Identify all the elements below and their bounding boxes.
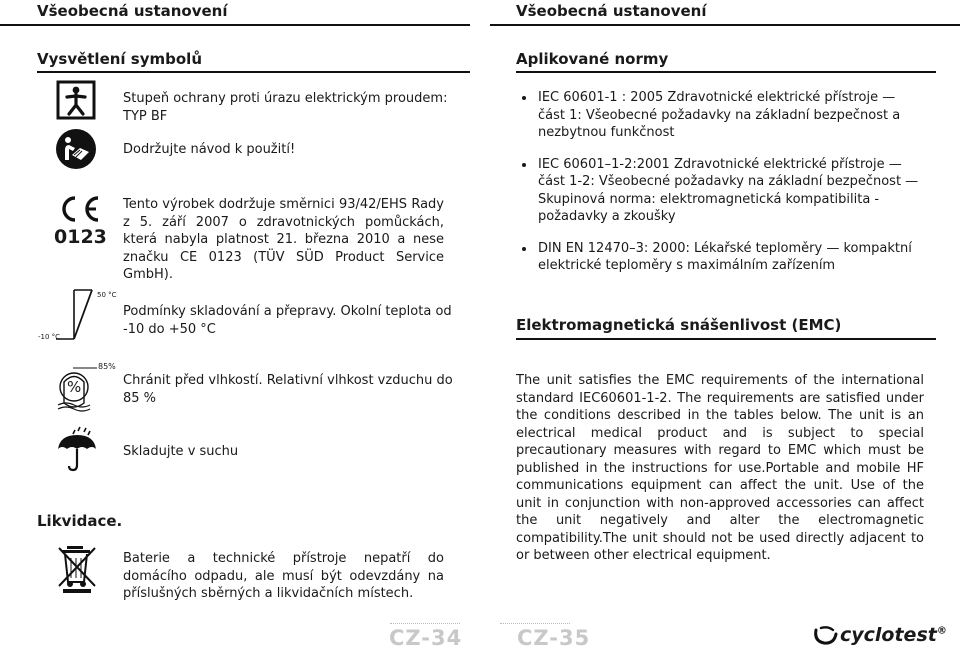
- norms-list: [516, 89, 926, 289]
- symbol-text-humidity: Chránit před vlhkostí. Relativní vlhkost vzduchu do 85 %: [123, 373, 453, 406]
- umbrella-icon: [56, 425, 98, 477]
- symbol-text-umbrella: Skladujte v suchu: [123, 444, 239, 459]
- norm-item: • IEC 60601-1 : 2005 Zdravotnické elektrické přístroje — část 1: Všeobecné požadavky na základní bezpečnost a nezbytnou funkčnost: [536, 89, 926, 142]
- brand-registered-mark: ®: [936, 625, 947, 637]
- page-number-left: CZ-34: [389, 626, 463, 650]
- brand-text: cyclotest: [840, 624, 937, 646]
- humidity-max-label: 85%: [98, 362, 116, 371]
- read-manual-icon: [55, 128, 97, 174]
- temp-low-label: -10 °C: [38, 333, 61, 341]
- symbol-text-bf: Stupeň ochrany proti úrazu elektrickým proudem: TYP BF: [123, 91, 448, 124]
- norm-item: • IEC 60601–1-2:2001 Zdravotnické elektrické přístroje — část 1-2: Všeobecné požadavky na základní bezpečnost — Skupinová norma: elektromagnetická kompatibilita - požadavky a zkoušky: [536, 156, 926, 226]
- brand-name: [840, 624, 947, 646]
- footer-rule-right: [500, 623, 570, 624]
- humidity-percent-symbol: %: [67, 378, 82, 396]
- ce-mark-icon: [56, 195, 102, 227]
- page-number-right: CZ-35: [517, 626, 591, 650]
- norm-item: • DIN EN 12470–3: 2000: Lékařské teploměry — kompaktní elektrické teploměry s maximálním zařízením: [536, 240, 926, 275]
- disposal-title: Likvidace.: [37, 512, 123, 530]
- ce-number: 0123: [54, 226, 107, 248]
- left-header-title: Všeobecná ustanovení: [37, 2, 228, 20]
- disposal-text: Baterie a technické přístroje nepatří do domácího odpadu, ale musí být odevzdány na příslušných sběrných a likvidačních místech.: [123, 551, 444, 601]
- emc-text: The unit satisfies the EMC requirements of the international standard IEC60601-1-2. The requirements are satisfied under the conditions described in the tables below. The unit is an electrical medical product and is subject to special precautionary measures with regard to EMC which must be published in the instructions for use.Portable and mobile HF communications equipment can affect the unit. Use of the unit in conjunction with non-approved accessories can affect the unit negatively and alter the electromagnetic compatibility.The unit should not be used directly adjacent to or between other electrical equipment.: [516, 373, 924, 563]
- footer-rule-left: [390, 623, 460, 624]
- symbol-text-ce: Tento výrobek dodržuje směrnici 93/42/EHS Rady z 5. září 2007 o zdravotnických pomůckách, která nabyla platnost 21. března 2010 a nese značku CE 0123 (TÜV SÜD Product Service GmbH).: [123, 197, 444, 282]
- left-header-rule: [0, 24, 470, 26]
- emc-title-rule: [516, 338, 936, 340]
- emc-title: Elektromagnetická snášenlivost (EMC): [516, 316, 842, 334]
- norms-title: Aplikované normy: [516, 50, 669, 68]
- right-header-title: Všeobecná ustanovení: [516, 2, 707, 20]
- cyclotest-logo-icon: [812, 624, 838, 650]
- weee-bin-icon: [55, 542, 99, 598]
- temp-high-label: 50 °C: [97, 291, 117, 299]
- right-header-rule: [490, 24, 960, 26]
- symbol-text-manual: Dodržujte návod k použití!: [123, 142, 296, 157]
- symbols-title: Vysvětlení symbolů: [37, 50, 202, 68]
- norms-title-rule: [516, 71, 936, 73]
- bf-patient-icon: [56, 80, 96, 124]
- symbol-text-temperature: Podmínky skladování a přepravy. Okolní teplota od -10 do +50 °C: [123, 304, 452, 337]
- symbols-title-rule: [37, 71, 470, 73]
